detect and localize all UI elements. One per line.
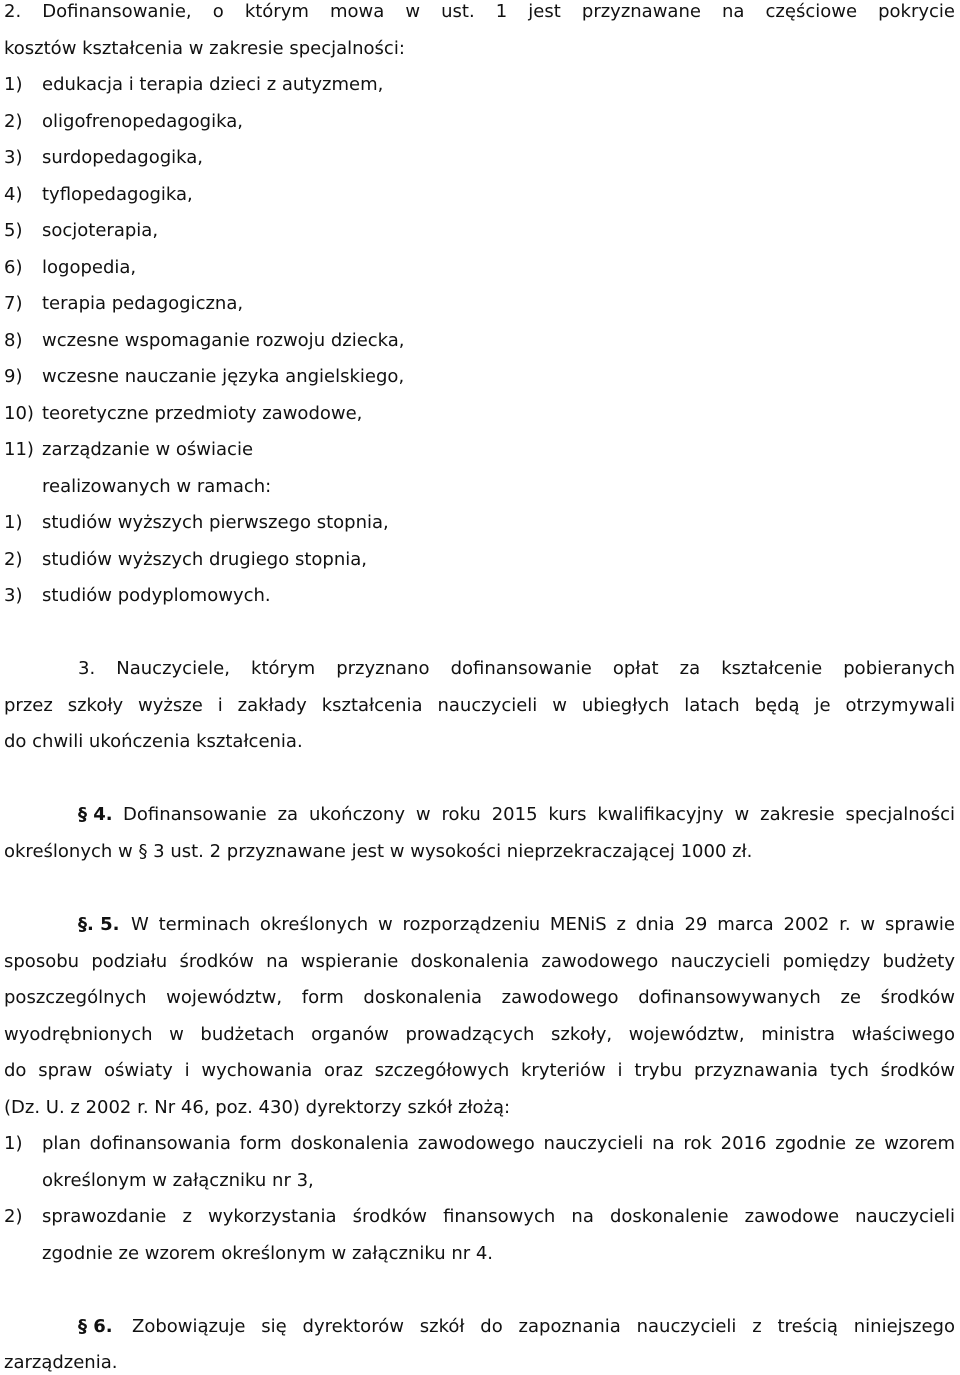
- section-5-line: sposobu podziału środków na wspieranie doskonalenia zawodowego nauczycieli pomiędzy budżety: [4, 951, 955, 972]
- list-item-continuation: określonym w załączniku nr 3,: [42, 1170, 314, 1191]
- list-item-number: 3): [4, 147, 23, 168]
- para2-line1: 2. Dofinansowanie, o którym mowa w ust. 1 jest przyznawane na częściowe pokrycie: [4, 1, 955, 22]
- list-item-number: 2): [4, 111, 23, 132]
- section-5-line: do spraw oświaty i wychowania oraz szczegółowych kryteriów i trybu przyznawania tych środków: [4, 1060, 955, 1081]
- list-item: studiów wyższych drugiego stopnia,: [42, 549, 367, 570]
- list-item-number: 10): [4, 403, 34, 424]
- list-item-number: 2): [4, 1206, 23, 1227]
- section-6-label: § 6.: [78, 1316, 113, 1337]
- list-item: oligofrenopedagogika,: [42, 111, 243, 132]
- list-item: wczesne nauczanie języka angielskiego,: [42, 366, 405, 387]
- list-item: sprawozdanie z wykorzystania środków finansowych na doskonalenie zawodowe nauczycieli: [42, 1206, 955, 1227]
- list-item-number: 11): [4, 439, 34, 460]
- list-item-number: 8): [4, 330, 23, 351]
- section-6-line2: zarządzenia.: [4, 1352, 118, 1373]
- section-5-line: wyodrębnionych w budżetach organów prowadzących szkoły, województw, ministra właściwego: [4, 1024, 955, 1045]
- list-item: studiów wyższych pierwszego stopnia,: [42, 512, 389, 533]
- section-5-line: poszczególnych województw, form doskonalenia zawodowego dofinansowywanych ze środków: [4, 987, 955, 1008]
- list-item-number: 3): [4, 585, 23, 606]
- list-item: plan dofinansowania form doskonalenia zawodowego nauczycieli na rok 2016 zgodnie ze wzorem: [42, 1133, 955, 1154]
- list-item: tyflopedagogika,: [42, 184, 193, 205]
- list-item: studiów podyplomowych.: [42, 585, 271, 606]
- para3-line2: przez szkoły wyższe i zakłady kształcenia nauczycieli w ubiegłych latach będą je otrzymywali: [4, 695, 955, 716]
- list-item-number: 7): [4, 293, 23, 314]
- section-5-last-line: (Dz. U. z 2002 r. Nr 46, poz. 430) dyrektorzy szkół złożą:: [4, 1097, 511, 1118]
- section-4-line1: Dofinansowanie za ukończony w roku 2015 kurs kwalifikacyjny w zakresie specjalności: [123, 804, 955, 825]
- list-item: surdopedagogika,: [42, 147, 203, 168]
- list-item-number: 6): [4, 257, 23, 278]
- list-item-number: 4): [4, 184, 23, 205]
- list-item-number: 2): [4, 549, 23, 570]
- section-5-label: §. 5.: [78, 914, 120, 935]
- list-item-number: 1): [4, 1133, 23, 1154]
- list-item: wczesne wspomaganie rozwoju dziecka,: [42, 330, 405, 351]
- para3-line3: do chwili ukończenia kształcenia.: [4, 731, 303, 752]
- list-item: terapia pedagogiczna,: [42, 293, 244, 314]
- list-item-number: 5): [4, 220, 23, 241]
- realized-intro: realizowanych w ramach:: [42, 476, 272, 497]
- section-5-line1: W terminach określonych w rozporządzeniu MENiS z dnia 29 marca 2002 r. w sprawie: [131, 914, 955, 935]
- section-4-label: § 4.: [78, 804, 113, 825]
- list-item: socjoterapia,: [42, 220, 159, 241]
- para2-line2: kosztów kształcenia w zakresie specjalności:: [4, 38, 405, 59]
- list-item-number: 1): [4, 74, 23, 95]
- section-6-line1: Zobowiązuje się dyrektorów szkół do zapoznania nauczycieli z treścią niniejszego: [132, 1316, 955, 1337]
- list-item-continuation: zgodnie ze wzorem określonym w załączniku nr 4.: [42, 1243, 494, 1264]
- list-item: edukacja i terapia dzieci z autyzmem,: [42, 74, 384, 95]
- list-item: teoretyczne przedmioty zawodowe,: [42, 403, 363, 424]
- list-item: zarządzanie w oświacie: [42, 439, 254, 460]
- list-item: logopedia,: [42, 257, 137, 278]
- section-4-line2: określonych w § 3 ust. 2 przyznawane jest w wysokości nieprzekraczającej 1000 zł.: [4, 841, 753, 862]
- list-item-number: 1): [4, 512, 23, 533]
- para3-line1: 3. Nauczyciele, którym przyznano dofinansowanie opłat za kształcenie pobieranych: [78, 658, 955, 679]
- list-item-number: 9): [4, 366, 23, 387]
